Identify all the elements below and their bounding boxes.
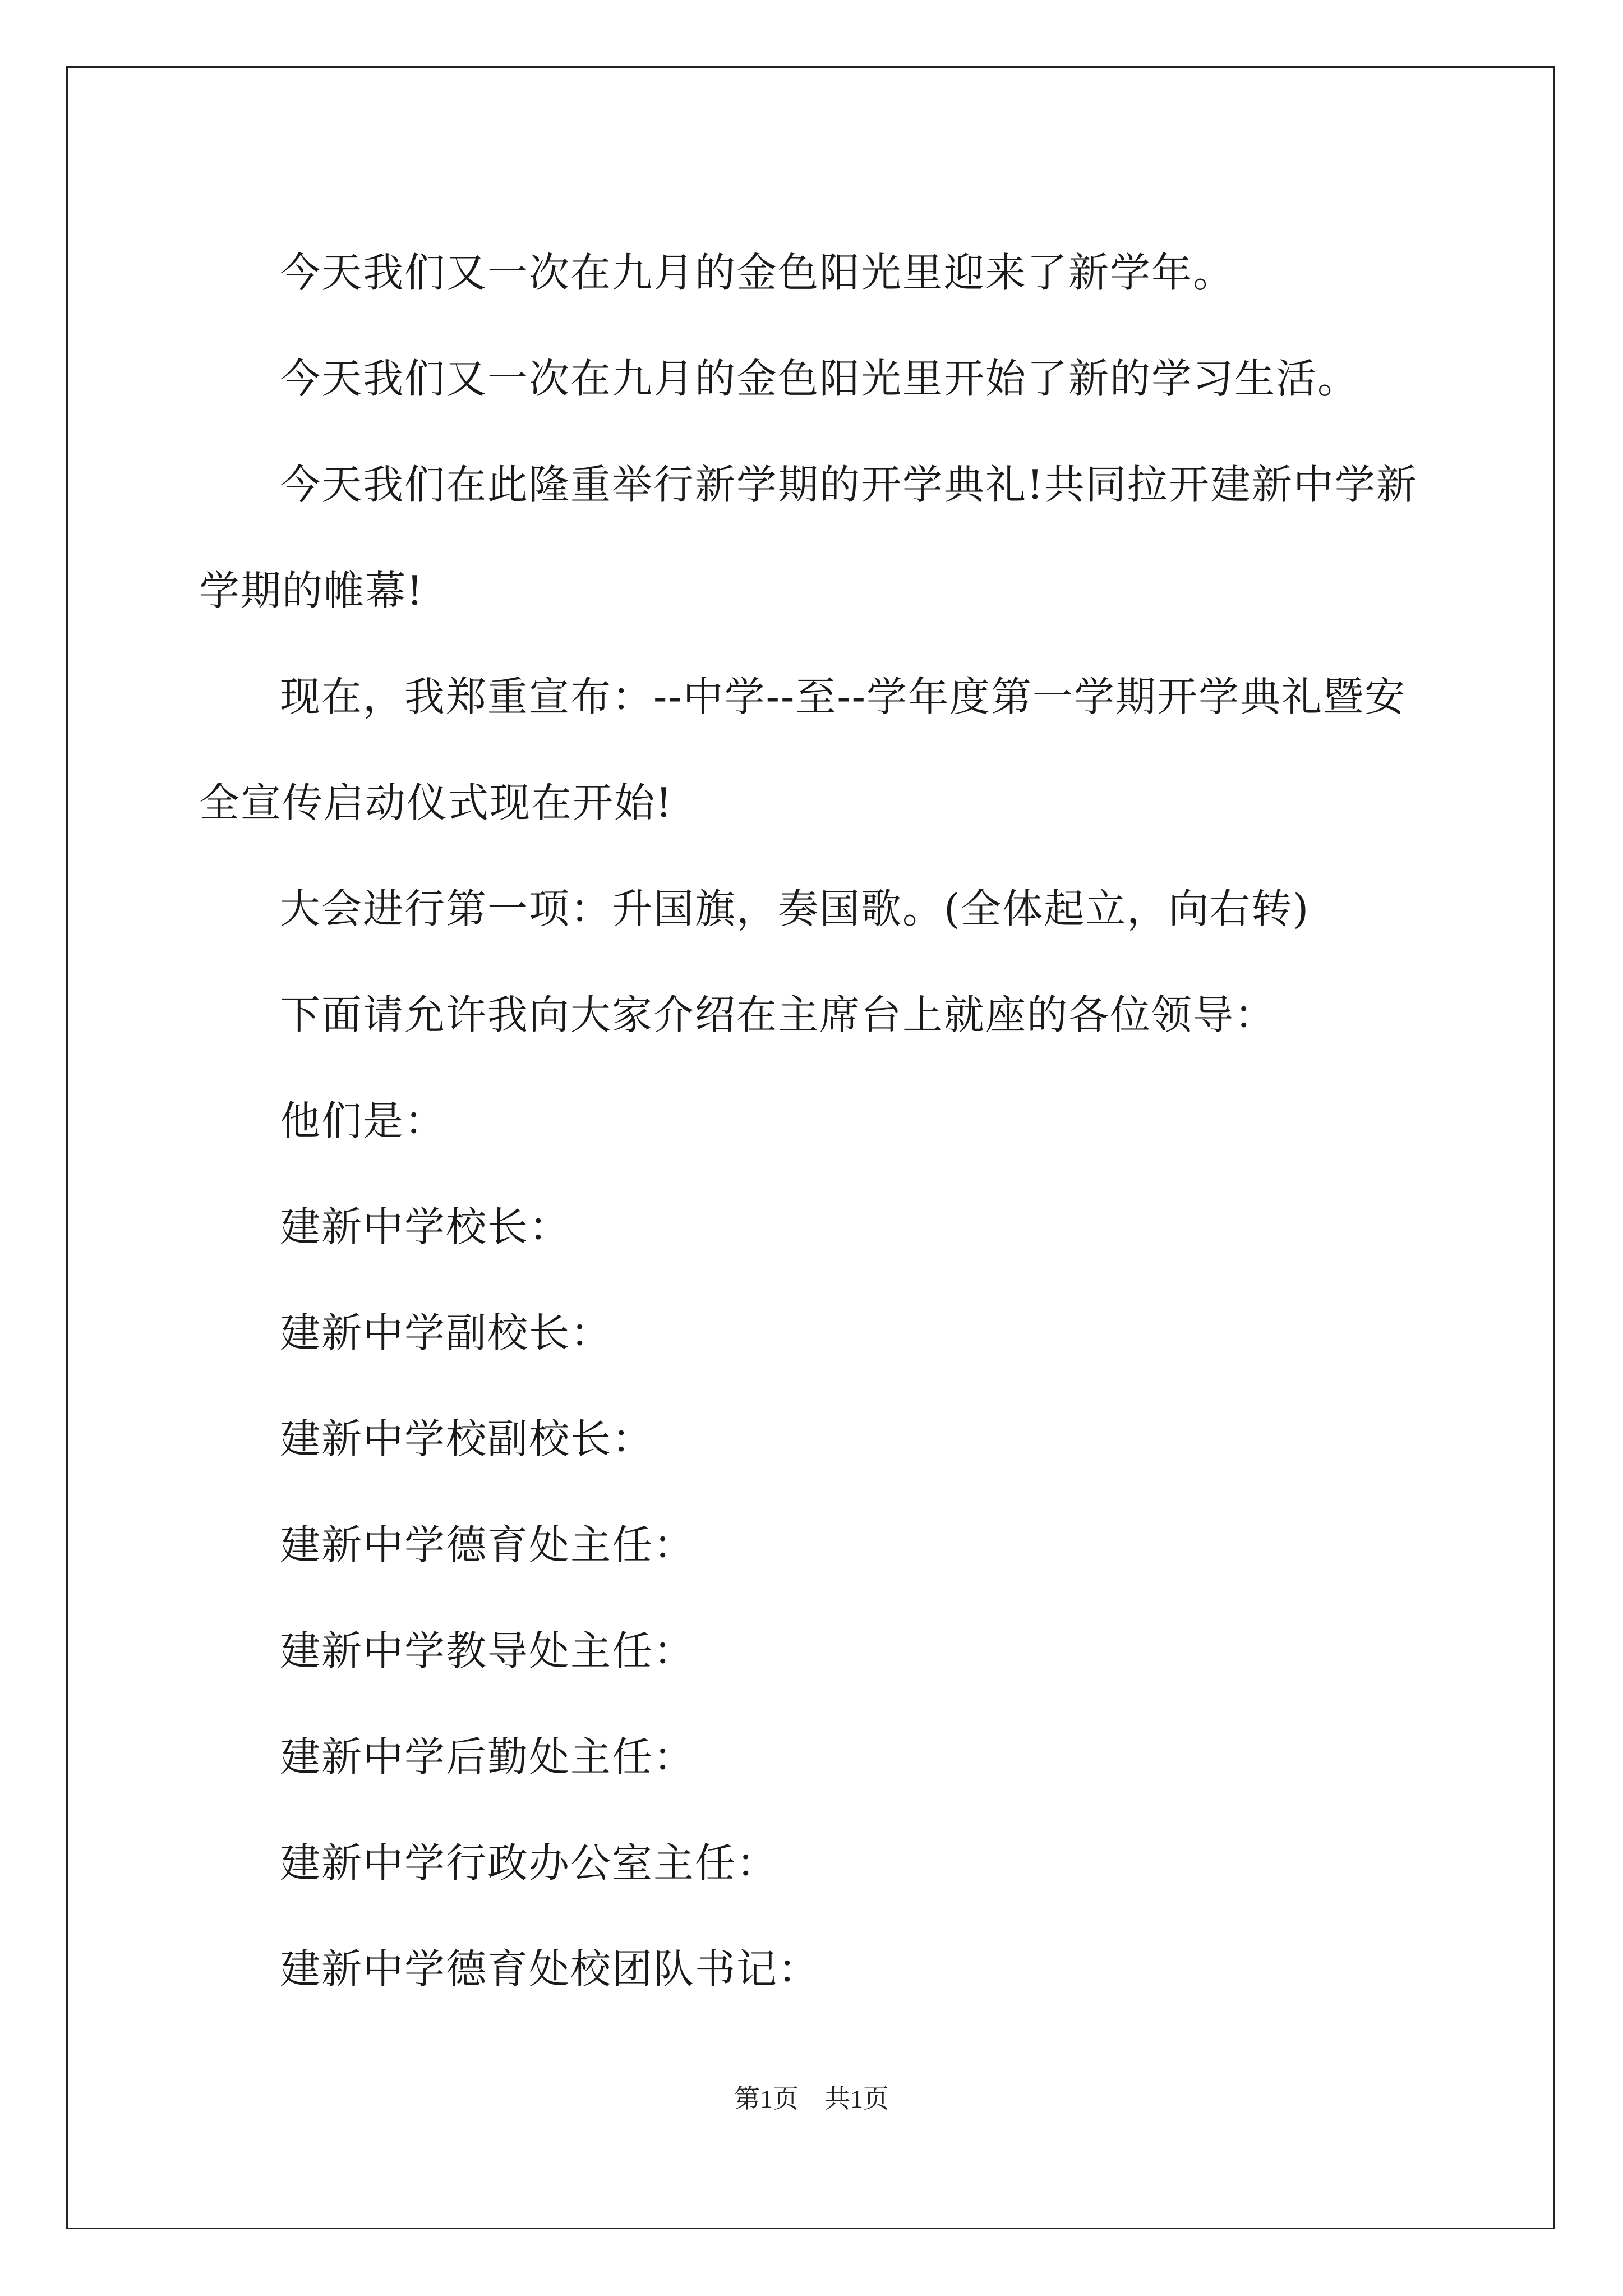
paragraph: 建新中学德育处校团队书记： <box>280 1945 820 1993</box>
paragraph: 建新中学德育处主任： <box>280 1521 695 1568</box>
paragraph: 现在，我郑重宣布：--中学--至--学年度第一学期开学典礼暨安全宣传启动仪式现在开始! <box>199 673 1406 826</box>
paragraph: 建新中学副校长： <box>280 1309 612 1356</box>
paragraph: 建新中学校长： <box>280 1203 571 1250</box>
paragraph: 建新中学教导处主任： <box>280 1627 695 1674</box>
paragraph: 建新中学后勤处主任： <box>280 1733 695 1780</box>
page-number-footer: 第1页 共1页 <box>734 2085 889 2113</box>
paragraph: 他们是： <box>280 1097 446 1144</box>
paragraph: 下面请允许我向大家介绍在主席台上就座的各位领导： <box>280 991 1276 1038</box>
paragraph: 今天我们在此隆重举行新学期的开学典礼!共同拉开建新中学新学期的帷幕! <box>199 461 1418 614</box>
paragraph: 建新中学行政办公室主任： <box>280 1839 778 1887</box>
paragraph: 建新中学校副校长： <box>280 1415 654 1462</box>
paragraph: 今天我们又一次在九月的金色阳光里开始了新的学习生活。 <box>280 355 1359 402</box>
paragraph: 大会进行第一项：升国旗，奏国歌。(全体起立，向右转) <box>280 885 1310 932</box>
document-body <box>199 220 1427 2022</box>
paragraph: 今天我们又一次在九月的金色阳光里迎来了新学年。 <box>280 249 1235 296</box>
